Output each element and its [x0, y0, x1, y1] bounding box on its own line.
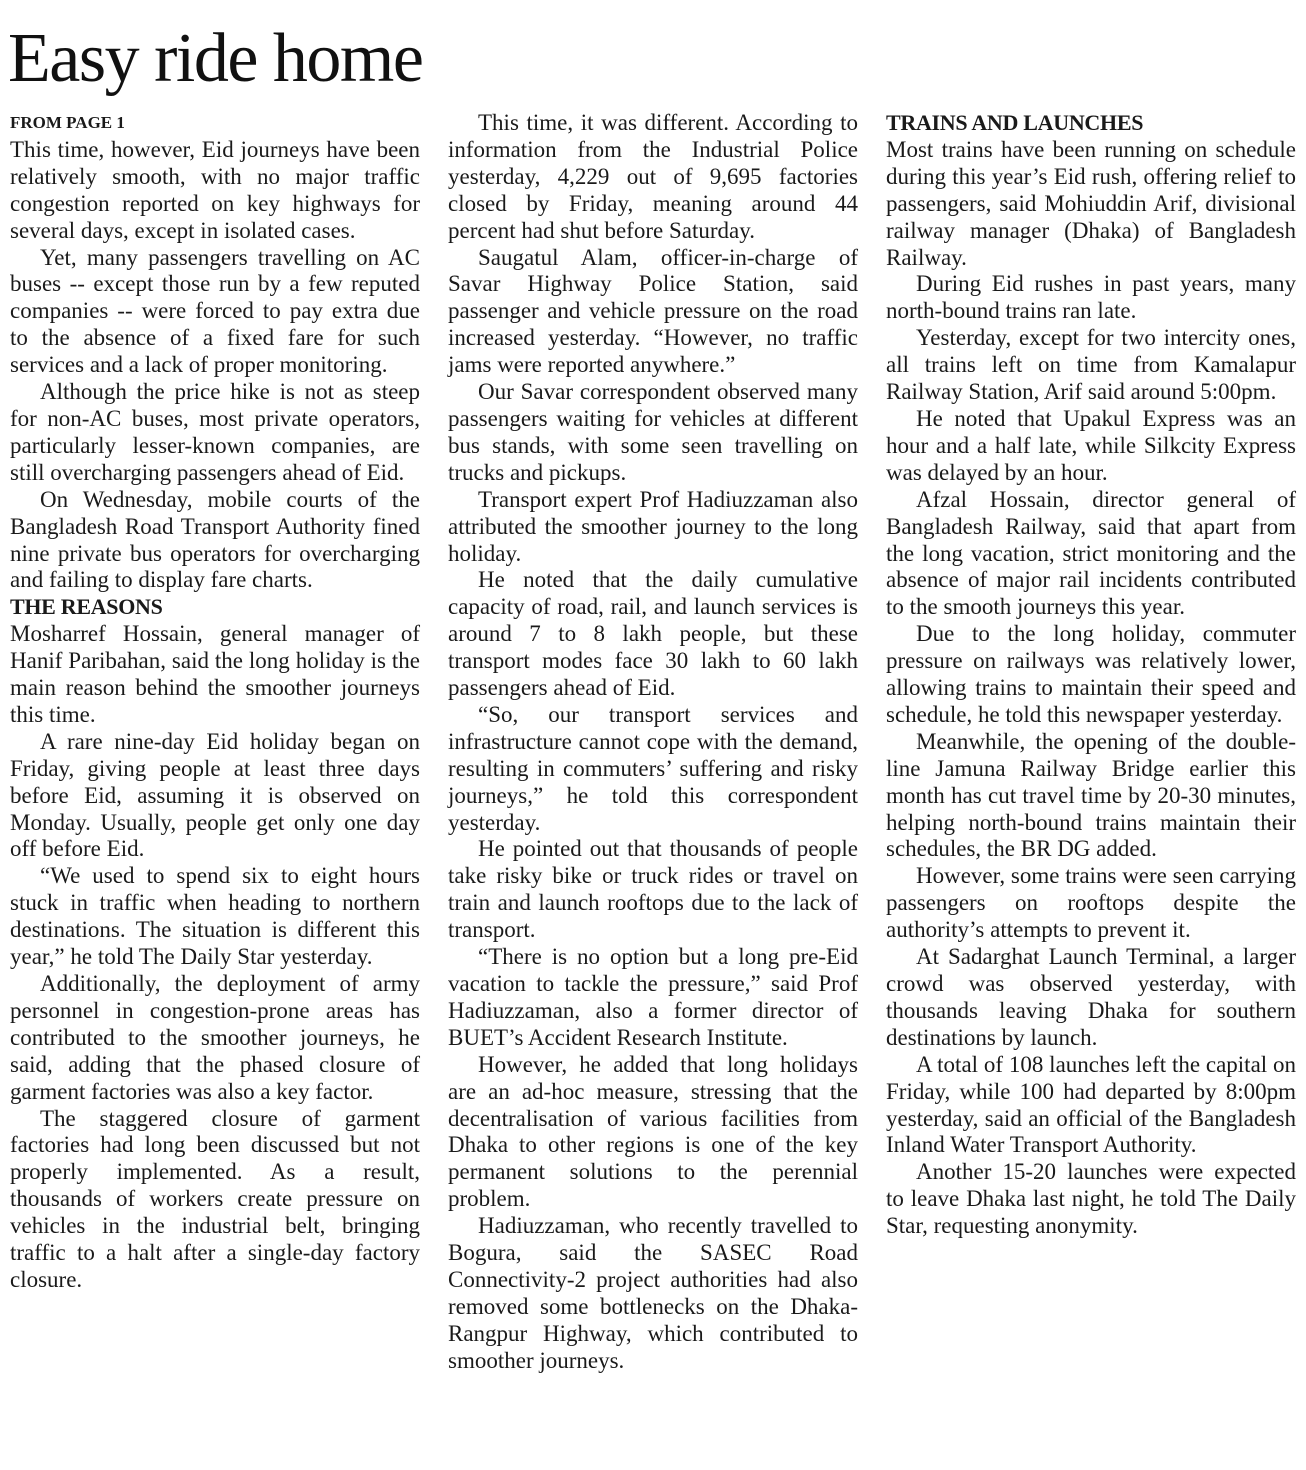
paragraph: Our Savar correspondent observed many passengers waiting for vehicles at different bus stands, with some seen travelling on trucks and pickups.	[448, 379, 858, 485]
paragraph: “We used to spend six to eight hours stuck in traffic when heading to northern destinations. The situation is different this year,” he told The Daily Star yesterday.	[10, 863, 420, 970]
subhead-the-reasons: THE REASONS	[10, 594, 163, 620]
paragraph: Afzal Hossain, director general of Bangladesh Railway, said that apart from the long vacation, strict monitoring and the absence of major rail incidents contributed to the smooth journeys this year.	[886, 486, 1296, 620]
paragraph: Due to the long holiday, commuter pressure on railways was relatively lower, allowing trains to maintain their speed and schedule, he told this newspaper yesterday.	[886, 621, 1296, 727]
paragraph: “There is no option but a long pre-Eid vacation to tackle the pressure,” said Prof Hadiuzzaman, also a former director of BUET’s Accident Research Institute.	[448, 944, 858, 1050]
paragraph: This time, however, Eid journeys have been relatively smooth, with no major traffic congestion reported on key highways for several days, except in isolated cases.	[10, 136, 420, 243]
paragraph: This time, it was different. According to information from the Industrial Police yesterday, 4,229 out of 9,695 factories closed by Friday, meaning around 44 percent had shut before Saturday.	[448, 110, 858, 243]
paragraph: He noted that Upakul Express was an hour and a half late, while Silkcity Express was delayed by an hour.	[886, 405, 1296, 485]
kicker-from-page: FROM PAGE 1	[10, 113, 125, 132]
paragraph: However, he added that long holidays are an ad-hoc measure, stressing that the decentralisation of various facilities from Dhaka to other regions is one of the key permanent solutions to the perennial problem.	[448, 1051, 858, 1212]
paragraph: A rare nine-day Eid holiday began on Friday, giving people at least three days before Eid, assuming it is observed on Monday. Usually, people get only one day off before Eid.	[10, 728, 420, 862]
paragraph: Hadiuzzaman, who recently travelled to Bogura, said the SASEC Road Connectivity-2 project authorities had also removed some bottlenecks on the Dhaka-Rangpur Highway, which contributed to smoother journeys.	[448, 1213, 858, 1373]
paragraph: Although the price hike is not as steep for non-AC buses, most private operators, particularly lesser-known companies, are still overcharging passengers ahead of Eid.	[10, 379, 420, 485]
paragraph: On Wednesday, mobile courts of the Bangladesh Road Transport Authority fined nine private bus operators for overcharging and failing to display fare charts.	[10, 486, 420, 593]
paragraph: Yet, many passengers travelling on AC buses -- except those run by a few reputed companies -- were forced to pay extra due to the absence of a fixed fare for such services and a lack of proper monitoring.	[10, 244, 420, 378]
headline: Easy ride home	[8, 20, 423, 97]
subhead-trains-and-launches: TRAINS AND LAUNCHES	[886, 110, 1144, 135]
paragraph: He noted that the daily cumulative capacity of road, rail, and launch services is around 7 to 8 lakh people, but these transport modes face 30 lakh to 60 lakh passengers ahead of Eid.	[448, 567, 858, 701]
paragraph: A total of 108 launches left the capital on Friday, while 100 had departed by 8:00pm yesterday, said an official of the Bangladesh Inland Water Transport Authority.	[886, 1051, 1296, 1158]
article-column-3	[886, 110, 1296, 1240]
article-column-1	[10, 110, 420, 1294]
paragraph: Additionally, the deployment of army personnel in congestion-prone areas has contributed to the smoother journeys, he said, adding that the phased closure of garment factories was also a key factor.	[10, 971, 420, 1104]
paragraph: Saugatul Alam, officer-in-charge of Savar Highway Police Station, said passenger and vehicle pressure on the road increased yesterday. “However, no traffic jams were reported anywhere.”	[448, 244, 858, 378]
paragraph: Meanwhile, the opening of the double-line Jamuna Railway Bridge earlier this month has cut travel time by 20-30 minutes, helping north-bound trains maintain their schedules, the BR DG added.	[886, 728, 1296, 862]
paragraph: Mosharref Hossain, general manager of Hanif Paribahan, said the long holiday is the main reason behind the smoother journeys this time.	[10, 621, 420, 727]
article-column-2	[448, 110, 858, 1375]
paragraph: Yesterday, except for two intercity ones, all trains left on time from Kamalapur Railway Station, Arif said around 5:00pm.	[886, 325, 1296, 405]
paragraph: However, some trains were seen carrying passengers on rooftops despite the authority’s attempts to prevent it.	[886, 863, 1296, 943]
paragraph: “So, our transport services and infrastructure cannot cope with the demand, resulting in commuters’ suffering and risky journeys,” he told this correspondent yesterday.	[448, 701, 858, 835]
paragraph: At Sadarghat Launch Terminal, a larger crowd was observed yesterday, with thousands leaving Dhaka for southern destinations by launch.	[886, 944, 1296, 1050]
paragraph: Another 15-20 launches were expected to leave Dhaka last night, he told The Daily Star, requesting anonymity.	[886, 1159, 1296, 1239]
paragraph: During Eid rushes in past years, many north-bound trains ran late.	[886, 271, 1296, 324]
paragraph: Transport expert Prof Hadiuzzaman also attributed the smoother journey to the long holiday.	[448, 486, 858, 566]
paragraph: The staggered closure of garment factories had long been discussed but not properly implemented. As a result, thousands of workers create pressure on vehicles in the industrial belt, bringing traffic to a halt after a single-day factory closure.	[10, 1105, 420, 1292]
paragraph: Most trains have been running on schedule during this year’s Eid rush, offering relief to passengers, said Mohiuddin Arif, divisional railway manager (Dhaka) of Bangladesh Railway.	[886, 136, 1296, 270]
paragraph: He pointed out that thousands of people take risky bike or truck rides or travel on train and launch rooftops due to the lack of transport.	[448, 836, 858, 943]
